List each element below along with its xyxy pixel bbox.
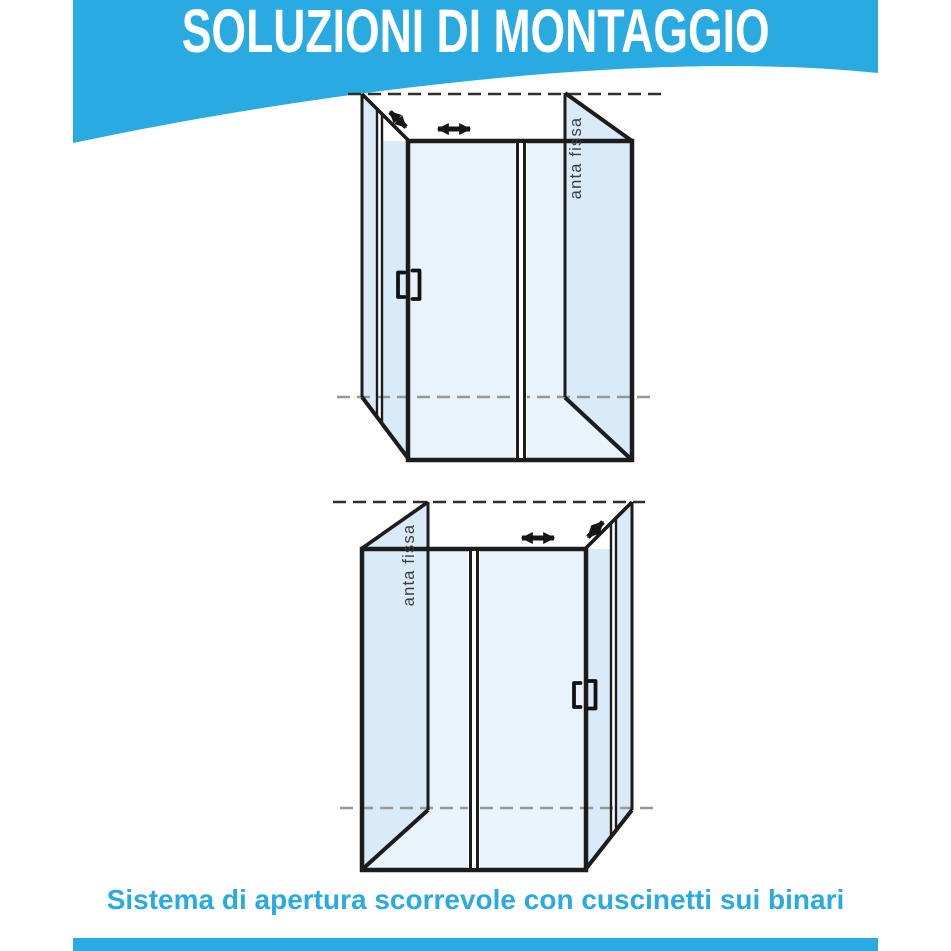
right-side-panel-back [616,502,632,831]
footer-bar [73,938,878,951]
caption-text: Sistema di apertura scorrevole con cuscinetti sui binari [106,884,845,915]
left-side-panel-back [362,95,377,417]
fixed-panel-label: anta fissa [400,523,418,607]
fixed-side-panel [362,502,428,870]
page-title: SOLUZIONI DI MONTAGGIO [181,0,770,65]
left-side-panel-front [382,141,408,460]
diagram-top [337,93,664,460]
diagram-bottom [333,502,656,871]
header-title-box [73,0,878,65]
fixed-panel-label: anta fissa [567,116,585,200]
caption-box [0,880,951,920]
